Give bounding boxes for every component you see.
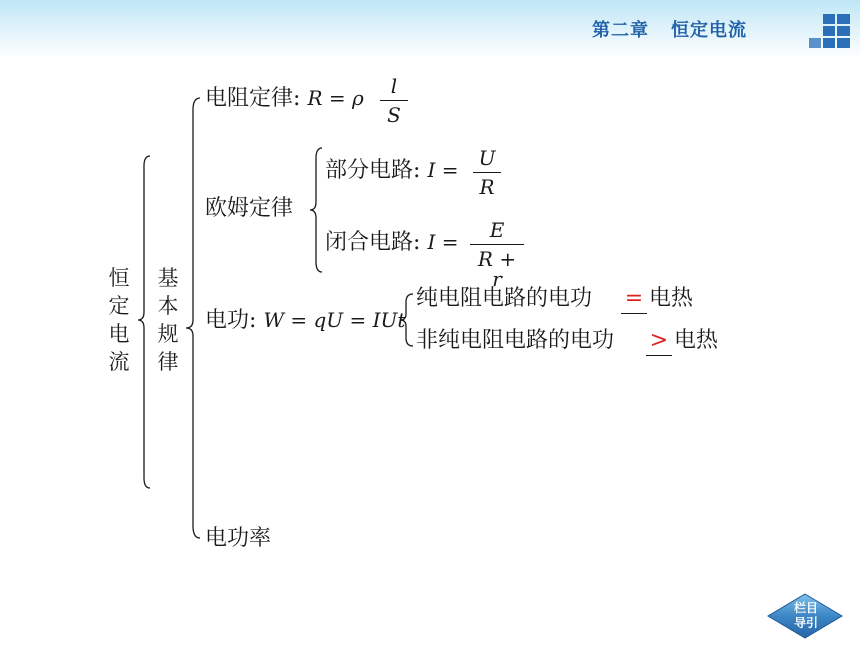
nonpure-resistor-answer: > xyxy=(649,328,669,353)
nonpure-resistor-suffix: 电热 xyxy=(674,328,719,353)
resistance-law-label: 电阻定律 xyxy=(205,86,294,111)
resistance-law-row: 电阻定律: R = ρ xyxy=(205,86,364,111)
pure-resistor-blank xyxy=(621,313,647,314)
partial-circuit-label: 部分电路 xyxy=(325,158,414,183)
partial-circuit-formula: I = xyxy=(427,158,459,182)
chapter-label: 第二章 xyxy=(592,20,649,41)
pure-resistor-text: 纯电阻电路的电功 xyxy=(416,286,593,311)
ohm-law-label: 欧姆定律 xyxy=(205,196,294,221)
nav-guide-label[interactable] xyxy=(790,601,822,631)
closed-circuit-label: 闭合电路 xyxy=(325,230,414,255)
closed-circuit-numerator: E xyxy=(489,218,505,242)
closed-circuit-denominator: R + r xyxy=(477,247,517,291)
closed-circuit-row: 闭合电路: I = xyxy=(325,230,459,255)
nonpure-resistor-text: 非纯电阻电路的电功 xyxy=(416,328,615,353)
resistance-law-fraction xyxy=(380,76,408,125)
electric-work-row: 电功: W = qU = IUt xyxy=(205,308,406,333)
resistance-law-formula: R = ρ xyxy=(307,86,364,110)
resistance-law-denominator: S xyxy=(387,103,401,127)
pure-resistor-answer: = xyxy=(624,286,644,311)
electric-power-label: 电功率 xyxy=(205,526,272,551)
electric-work-formula: W = qU = IUt xyxy=(263,308,406,332)
section-label: 恒定电流 xyxy=(671,20,747,41)
partial-circuit-denominator: R xyxy=(479,175,495,199)
root-label: 恒定电流 xyxy=(108,266,130,374)
nav-guide-line1: 栏目 xyxy=(793,601,818,615)
partial-circuit-fraction xyxy=(473,148,501,197)
nav-guide-line2: 导引 xyxy=(793,616,818,630)
electric-work-label: 电功 xyxy=(205,308,250,333)
nonpure-resistor-blank xyxy=(646,355,672,356)
level1-label: 基本规律 xyxy=(157,266,179,374)
closed-circuit-fraction xyxy=(470,220,524,289)
resistance-law-numerator: l xyxy=(390,74,398,98)
partial-circuit-row: 部分电路: I = xyxy=(325,158,459,183)
pure-resistor-suffix: 电热 xyxy=(649,286,694,311)
partial-circuit-numerator: U xyxy=(478,146,496,170)
closed-circuit-formula: I = xyxy=(427,230,459,254)
